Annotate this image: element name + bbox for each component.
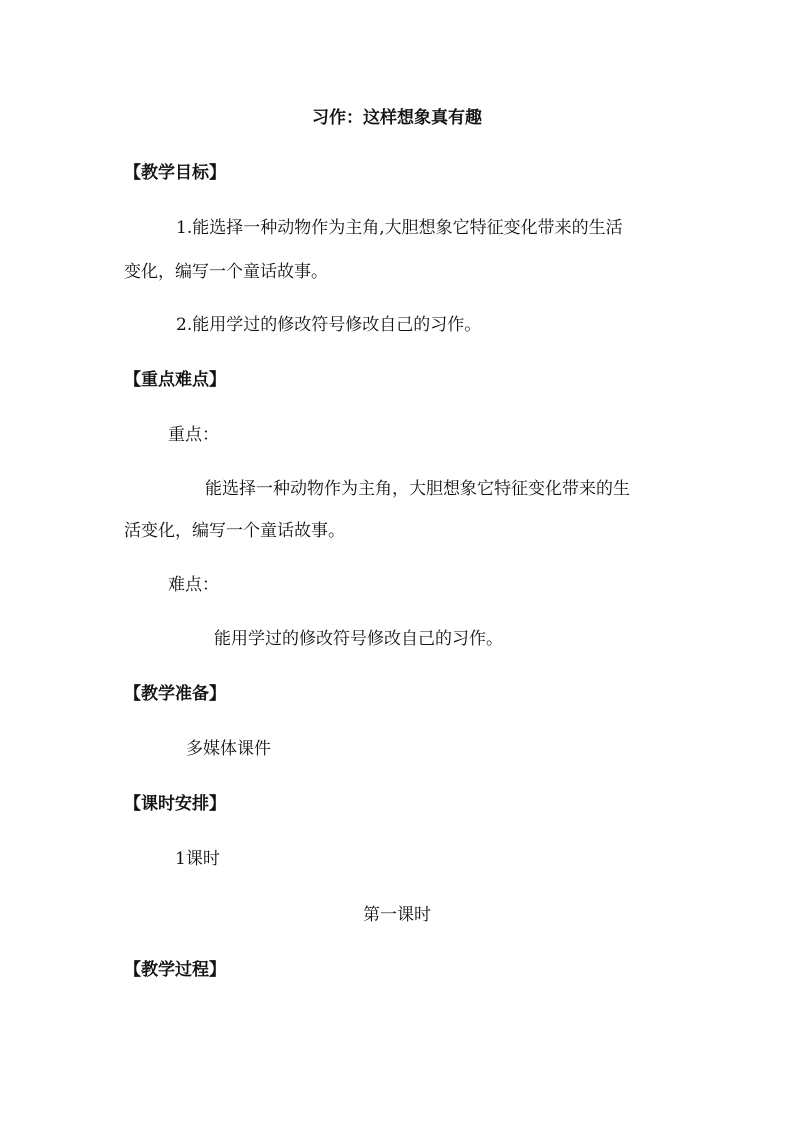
focus-text-line-2: 活变化，编写一个童话故事。 <box>124 521 345 541</box>
heading-teaching-process: 【教学过程】 <box>124 960 226 980</box>
goal-item-1-line-2: 变化，编写一个童话故事。 <box>124 262 328 282</box>
heading-schedule: 【课时安排】 <box>124 794 226 814</box>
document-title: 习作：这样想象真有趣 <box>312 108 482 128</box>
heading-preparation: 【教学准备】 <box>124 684 226 704</box>
focus-text-line-1: 能选择一种动物作为主角，大胆想象它特征变化带来的生 <box>205 479 630 499</box>
lesson-title: 第一课时 <box>363 905 431 925</box>
difficulty-label: 难点： <box>168 575 219 595</box>
preparation-text: 多媒体课件 <box>186 739 271 759</box>
difficulty-text: 能用学过的修改符号修改自己的习作。 <box>214 629 503 649</box>
heading-key-points: 【重点难点】 <box>124 370 226 390</box>
focus-label: 重点： <box>168 425 219 445</box>
heading-teaching-goals: 【教学目标】 <box>124 163 226 183</box>
schedule-text: 1课时 <box>175 849 220 869</box>
goal-item-2: 2.能用学过的修改符号修改自己的习作。 <box>176 315 482 335</box>
goal-item-1-line-1: 1.能选择一种动物作为主角,大胆想象它特征变化带来的生活 <box>176 218 623 238</box>
